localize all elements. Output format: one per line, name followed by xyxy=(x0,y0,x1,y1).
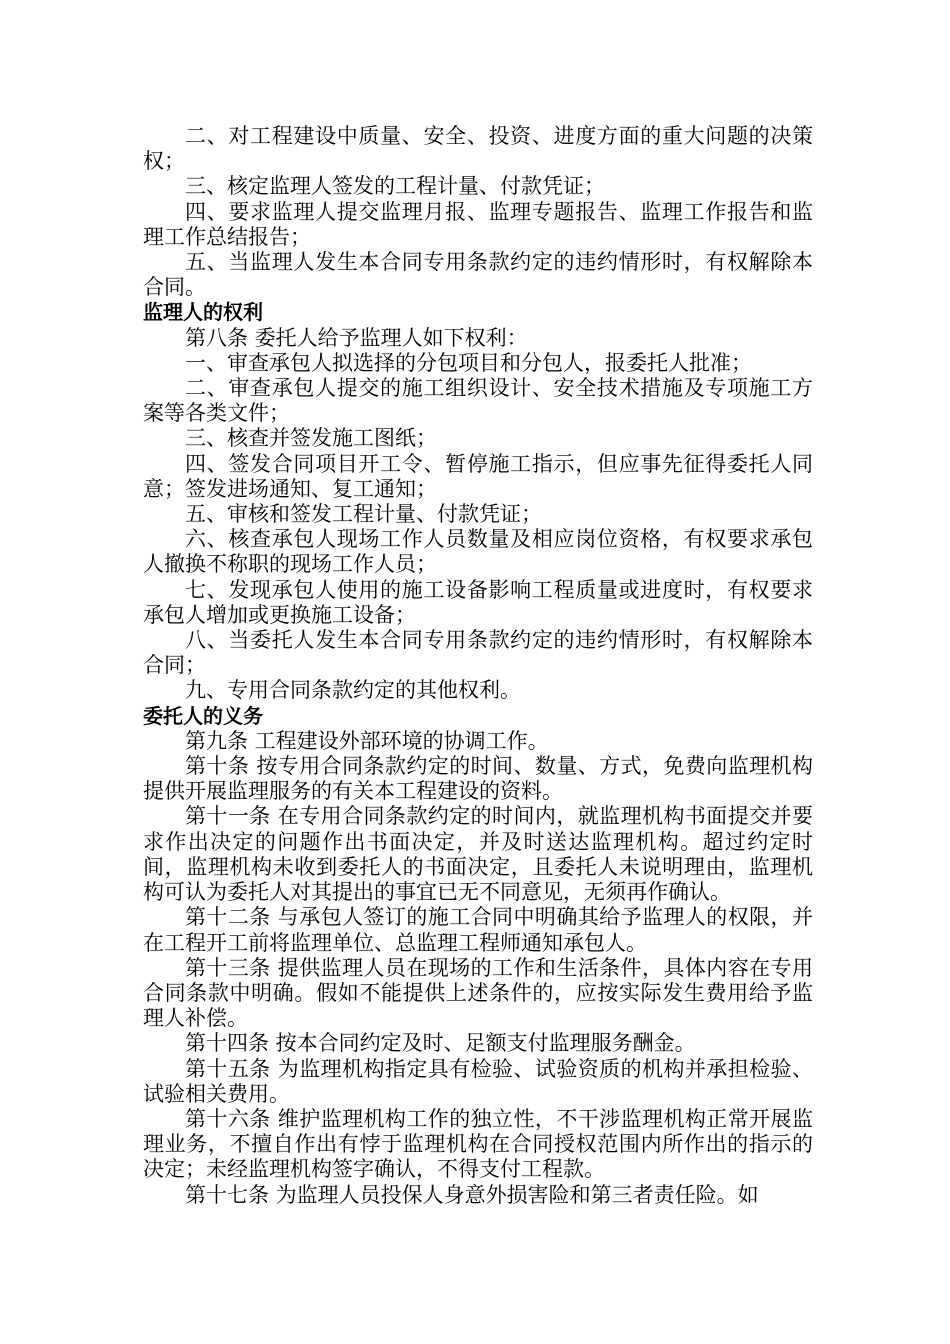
paragraph-verify-payment: 三、核定监理人签发的工程计量、付款凭证； xyxy=(185,174,605,199)
section-heading-client-obligations: 委托人的义务 xyxy=(143,703,263,728)
article-14: 第十四条 按本合同约定及时、足额支付监理服务酬金。 xyxy=(185,1031,696,1056)
article-12: 第十二条 与承包人签订的施工合同中明确其给予监理人的权限，并在工程开工前将监理单位、总监理工程师通知承包人。 xyxy=(143,905,813,955)
right-item-7: 七、发现承包人使用的施工设备影响工程质量或进度时，有权要求承包人增加或更换施工设备； xyxy=(143,577,813,627)
paragraph-terminate-contract: 五、当监理人发生本合同专用条款约定的违约情形时，有权解除本合同。 xyxy=(143,250,813,300)
right-item-1: 一、审查承包人拟选择的分包项目和分包人，报委托人批准； xyxy=(185,350,752,375)
document-page xyxy=(143,124,813,1208)
article-9: 第九条 工程建设外部环境的协调工作。 xyxy=(185,728,549,753)
paragraph-decision-right: 二、对工程建设中质量、安全、投资、进度方面的重大问题的决策权； xyxy=(143,124,813,174)
section-heading-supervisor-rights: 监理人的权利 xyxy=(143,300,263,325)
paragraph-request-reports: 四、要求监理人提交监理月报、监理专题报告、监理工作报告和监理工作总结报告； xyxy=(143,199,813,249)
right-item-5: 五、审核和签发工程计量、付款凭证； xyxy=(185,502,542,527)
article-17: 第十七条 为监理人员投保人身意外损害险和第三者责任险。如 xyxy=(185,1182,759,1207)
right-item-8: 八、当委托人发生本合同专用条款约定的违约情形时，有权解除本合同； xyxy=(143,628,813,678)
right-item-2: 二、审查承包人提交的施工组织设计、安全技术措施及专项施工方案等各类文件； xyxy=(143,376,813,426)
right-item-9: 九、专用合同条款约定的其他权利。 xyxy=(185,678,521,703)
article-8: 第八条 委托人给予监理人如下权利： xyxy=(185,325,528,350)
article-13: 第十三条 提供监理人员在现场的工作和生活条件，具体内容在专用合同条款中明确。假如不能提供上述条件的，应按实际发生费用给予监理人补偿。 xyxy=(143,955,813,1031)
article-15: 第十五条 为监理机构指定具有检验、试验资质的机构并承担检验、试验相关费用。 xyxy=(143,1056,813,1106)
article-10: 第十条 按专用合同条款约定的时间、数量、方式，免费向监理机构提供开展监理服务的有关本工程建设的资料。 xyxy=(143,754,813,804)
right-item-4: 四、签发合同项目开工令、暂停施工指示，但应事先征得委托人同意；签发进场通知、复工通知； xyxy=(143,451,813,501)
right-item-6: 六、核查承包人现场工作人员数量及相应岗位资格，有权要求承包人撤换不称职的现场工作人员； xyxy=(143,527,813,577)
right-item-3: 三、核查并签发施工图纸； xyxy=(185,426,437,451)
article-11: 第十一条 在专用合同条款约定的时间内，就监理机构书面提交并要求作出决定的问题作出书面决定，并及时送达监理机构。超过约定时间，监理机构未收到委托人的书面决定，且委托人未说明理由，监理机构可认为委托人对其提出的事宜已无不同意见，无须再作确认。 xyxy=(143,804,813,905)
article-16: 第十六条 维护监理机构工作的独立性，不干涉监理机构正常开展监理业务，不擅自作出有悖于监理机构在合同授权范围内所作出的指示的决定；未经监理机构签字确认，不得支付工程款。 xyxy=(143,1106,813,1182)
